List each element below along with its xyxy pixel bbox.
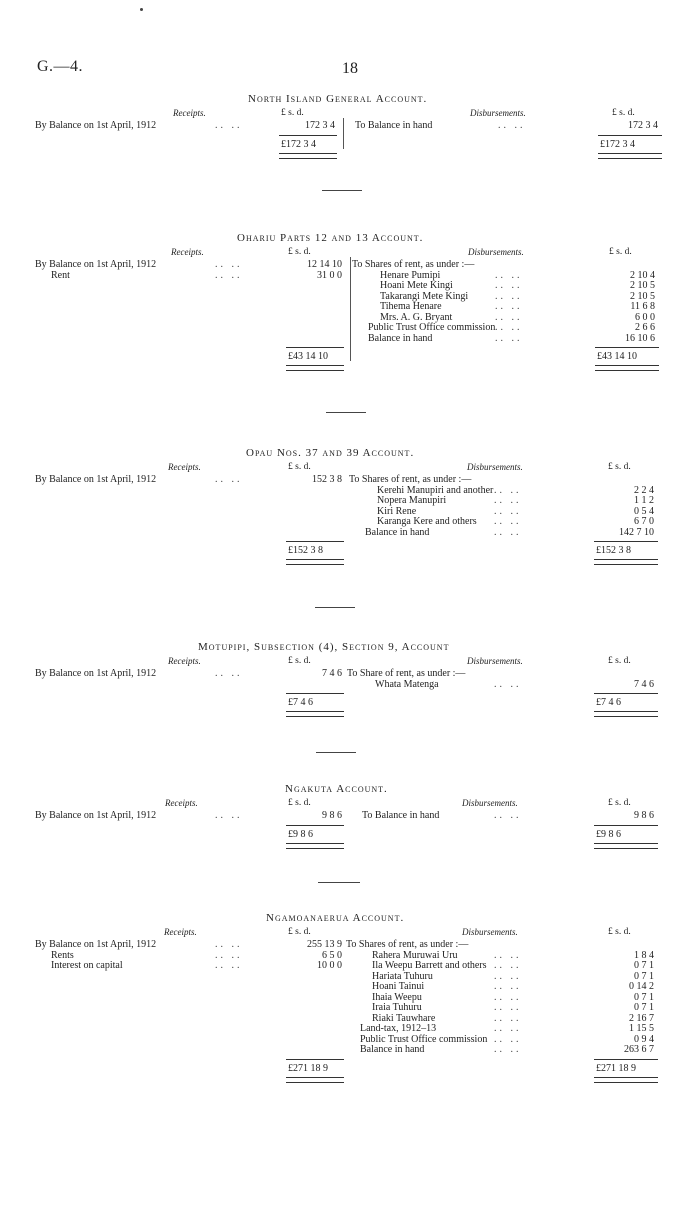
- section-title: Ohariu Parts 12 and 13 Account.: [237, 232, 424, 244]
- disbursements-total: £43 14 10: [597, 351, 637, 362]
- disbursement-line: Whata Matenga: [375, 678, 439, 690]
- disbursement-line: Hariata Tuhuru: [372, 970, 433, 982]
- total-double-rule: [286, 711, 344, 717]
- receipts-total: £152 3 8: [288, 545, 323, 556]
- leader-dots: .. ..: [215, 810, 243, 821]
- sum-rule: [286, 1059, 344, 1060]
- disbursement-line: To Shares of rent, as under :—: [352, 259, 475, 270]
- receipt-amount: 31 0 0: [317, 269, 342, 281]
- sum-rule: [595, 347, 659, 348]
- receipts-label: Receipts.: [165, 798, 198, 808]
- leader-dots: .. ..: [494, 1033, 522, 1045]
- receipt-line: By Balance on 1st April, 1912: [35, 474, 157, 485]
- disbursement-amount: 0 7 1: [634, 960, 654, 971]
- disbursement-line: Henare Pumipi: [380, 269, 441, 281]
- disbursement-amount: 7 4 6: [634, 678, 654, 690]
- disbursements-label: Disbursements.: [467, 656, 523, 666]
- sum-rule: [279, 135, 337, 136]
- sum-rule: [598, 135, 662, 136]
- sum-rule: [286, 693, 344, 694]
- leader-dots: .. ..: [215, 949, 243, 961]
- receipt-line: By Balance on 1st April, 1912: [35, 120, 157, 131]
- receipt-amount: 9 8 6: [322, 810, 342, 821]
- receipts-total: £271 18 9: [288, 1062, 328, 1074]
- sum-rule: [286, 541, 344, 542]
- disbursement-line: Tihema Henare: [380, 301, 442, 312]
- receipts-money-header: £ s. d.: [288, 247, 311, 257]
- receipts-label: Receipts.: [164, 927, 197, 937]
- disbursements-money-header: £ s. d.: [608, 798, 631, 808]
- section-title: Ngakuta Account.: [285, 783, 388, 795]
- disbursements-total: £172 3 4: [600, 138, 635, 150]
- disbursements-label: Disbursements.: [470, 108, 526, 118]
- column-divider: [350, 257, 351, 361]
- disbursement-amount: 0 9 4: [634, 1033, 654, 1045]
- disbursements-money-header: £ s. d.: [608, 656, 631, 666]
- leader-dots: .. ..: [494, 484, 522, 496]
- disbursement-line: Rahera Muruwai Uru: [372, 949, 458, 961]
- receipt-amount: 152 3 8: [312, 474, 342, 485]
- disbursement-line: Balance in hand: [368, 332, 433, 344]
- disbursement-line: Nopera Manupiri: [377, 495, 447, 506]
- leader-dots: .. ..: [215, 960, 243, 971]
- section-separator: [326, 412, 366, 413]
- disbursement-line: Mrs. A. G. Bryant: [380, 311, 453, 323]
- disbursement-line: Hoani Mete Kingi: [380, 280, 453, 291]
- receipt-amount: 7 4 6: [322, 668, 342, 679]
- receipts-total: £9 8 6: [288, 828, 313, 840]
- disbursement-amount: 142 7 10: [619, 526, 654, 538]
- leader-dots: .. ..: [494, 949, 522, 961]
- total-double-rule: [286, 365, 344, 371]
- receipts-money-header: £ s. d.: [288, 462, 311, 472]
- leader-dots: .. ..: [494, 526, 522, 538]
- disbursement-line: Takarangi Mete Kingi: [380, 290, 469, 302]
- disbursement-amount: 0 14 2: [629, 981, 654, 992]
- section-separator: [318, 882, 360, 883]
- disbursement-line: Karanga Kere and others: [377, 516, 477, 527]
- disbursement-amount: 2 2 4: [634, 484, 654, 496]
- leader-dots: .. ..: [494, 505, 522, 517]
- receipt-line: By Balance on 1st April, 1912: [35, 810, 157, 821]
- disbursement-amount: 0 5 4: [634, 505, 654, 517]
- disbursement-amount: 11 6 8: [630, 301, 655, 312]
- receipts-money-header: £ s. d.: [288, 656, 311, 666]
- disbursement-line: Balance in hand: [360, 1044, 425, 1055]
- disbursement-amount: 0 7 1: [634, 1002, 654, 1013]
- disbursement-amount: 2 10 5: [630, 290, 655, 302]
- leader-dots: .. ..: [495, 290, 523, 302]
- page-number: 18: [342, 60, 358, 77]
- sum-rule: [594, 1059, 658, 1060]
- leader-dots: .. ..: [494, 495, 522, 506]
- sum-rule: [594, 693, 658, 694]
- leader-dots: .. ..: [494, 1044, 522, 1055]
- total-double-rule: [594, 559, 658, 565]
- total-double-rule: [595, 365, 659, 371]
- disbursement-amount: 2 16 7: [629, 1012, 654, 1024]
- receipts-total: £43 14 10: [288, 351, 328, 362]
- disbursements-money-header: £ s. d.: [612, 108, 635, 118]
- receipt-amount: 6 5 0: [322, 949, 342, 961]
- total-double-rule: [598, 153, 662, 159]
- disbursements-label: Disbursements.: [462, 798, 518, 808]
- disbursement-amount: 0 7 1: [634, 970, 654, 982]
- disbursement-line: To Balance in hand: [362, 810, 440, 821]
- disbursement-amount: 6 0 0: [635, 311, 655, 323]
- sum-rule: [594, 825, 658, 826]
- disbursement-line: Kiri Rene: [377, 505, 417, 517]
- receipts-label: Receipts.: [168, 462, 201, 472]
- leader-dots: .. ..: [215, 120, 243, 131]
- section-separator: [315, 607, 355, 608]
- column-divider: [343, 118, 344, 149]
- disbursement-line: To Balance in hand: [355, 120, 433, 131]
- disbursement-line: Public Trust Office commission: [360, 1033, 488, 1045]
- section-title: Opau Nos. 37 and 39 Account.: [246, 447, 415, 459]
- receipt-line: Rents: [51, 949, 74, 961]
- leader-dots: .. ..: [494, 1012, 522, 1024]
- leader-dots: .. ..: [215, 474, 243, 485]
- leader-dots: .. ..: [215, 668, 243, 679]
- leader-dots: .. ..: [494, 678, 522, 690]
- sum-rule: [286, 825, 344, 826]
- receipts-total: £7 4 6: [288, 697, 313, 708]
- leader-dots: .. ..: [215, 259, 243, 270]
- section-title: Ngamoanaerua Account.: [266, 912, 405, 924]
- disbursements-total: £9 8 6: [596, 828, 621, 840]
- disbursements-money-header: £ s. d.: [608, 927, 631, 937]
- receipts-label: Receipts.: [173, 108, 206, 118]
- leader-dots: .. ..: [495, 301, 523, 312]
- receipt-amount: 10 0 0: [317, 960, 342, 971]
- leader-dots: .. ..: [494, 970, 522, 982]
- total-double-rule: [286, 559, 344, 565]
- sum-rule: [286, 347, 344, 348]
- leader-dots: .. ..: [494, 981, 522, 992]
- leader-dots: .. ..: [494, 1023, 522, 1034]
- receipts-money-header: £ s. d.: [288, 798, 311, 808]
- disbursement-amount: 263 6 7: [624, 1044, 654, 1055]
- section-title: Motupipi, Subsection (4), Section 9, Account: [198, 641, 450, 653]
- receipts-label: Receipts.: [168, 656, 201, 666]
- disbursement-amount: 16 10 6: [625, 332, 655, 344]
- disbursement-line: Ihaia Weepu: [372, 991, 422, 1003]
- disbursements-label: Disbursements.: [462, 927, 518, 937]
- leader-dots: .. ..: [495, 280, 523, 291]
- leader-dots: .. ..: [495, 311, 523, 323]
- disbursement-line: Land-tax, 1912–13: [360, 1023, 437, 1034]
- receipt-amount: 12 14 10: [307, 259, 342, 270]
- disbursements-label: Disbursements.: [468, 247, 524, 257]
- disbursements-money-header: £ s. d.: [608, 462, 631, 472]
- sum-rule: [594, 541, 658, 542]
- disbursement-amount: 6 7 0: [634, 516, 654, 527]
- leader-dots: .. ..: [494, 991, 522, 1003]
- receipt-amount: 255 13 9: [307, 939, 342, 950]
- disbursement-line: Riaki Tauwhare: [372, 1012, 436, 1024]
- disbursement-line: Kerehi Manupiri and another: [377, 484, 494, 496]
- leader-dots: .. ..: [215, 269, 243, 281]
- leader-dots: .. ..: [494, 960, 522, 971]
- disbursements-total: £152 3 8: [596, 545, 631, 556]
- speck: [140, 8, 143, 11]
- disbursement-amount: 9 8 6: [634, 810, 654, 821]
- total-double-rule: [594, 843, 658, 849]
- disbursements-total: £271 18 9: [596, 1062, 636, 1074]
- disbursement-amount: 1 8 4: [634, 949, 654, 961]
- receipt-line: Interest on capital: [51, 960, 123, 971]
- leader-dots: .. ..: [495, 322, 523, 333]
- disbursement-line: Public Trust Office commission: [368, 322, 496, 333]
- disbursement-amount: 2 6 6: [635, 322, 655, 333]
- disbursement-amount: 2 10 4: [630, 269, 655, 281]
- disbursement-line: To Shares of rent, as under :—: [349, 474, 472, 485]
- section-separator: [316, 752, 356, 753]
- disbursement-line: Balance in hand: [365, 526, 430, 538]
- disbursements-total: £7 4 6: [596, 697, 621, 708]
- disbursements-money-header: £ s. d.: [609, 247, 632, 257]
- disbursement-amount: 172 3 4: [628, 120, 658, 131]
- receipts-total: £172 3 4: [281, 138, 316, 150]
- receipt-line: By Balance on 1st April, 1912: [35, 668, 157, 679]
- receipt-line: Rent: [51, 269, 70, 281]
- section-title: North Island General Account.: [248, 93, 428, 105]
- disbursement-amount: 1 15 5: [629, 1023, 654, 1034]
- leader-dots: .. ..: [498, 120, 526, 131]
- disbursement-line: Iraia Tuhuru: [372, 1002, 422, 1013]
- section-separator: [322, 190, 362, 191]
- leader-dots: .. ..: [495, 332, 523, 344]
- disbursement-line: To Share of rent, as under :—: [347, 668, 466, 679]
- receipt-line: By Balance on 1st April, 1912: [35, 939, 157, 950]
- receipts-money-header: £ s. d.: [281, 108, 304, 118]
- page-reference: G.—4.: [37, 58, 84, 75]
- disbursement-line: To Shares of rent, as under :—: [346, 939, 469, 950]
- total-double-rule: [286, 1077, 344, 1083]
- receipts-money-header: £ s. d.: [288, 927, 311, 937]
- leader-dots: .. ..: [495, 269, 523, 281]
- disbursement-amount: 2 10 5: [630, 280, 655, 291]
- leader-dots: .. ..: [494, 1002, 522, 1013]
- disbursement-line: Ila Weepu Barrett and others: [372, 960, 487, 971]
- total-double-rule: [594, 711, 658, 717]
- disbursement-line: Hoani Tainui: [372, 981, 425, 992]
- total-double-rule: [279, 153, 337, 159]
- receipt-line: By Balance on 1st April, 1912: [35, 259, 157, 270]
- total-double-rule: [594, 1077, 658, 1083]
- receipt-amount: 172 3 4: [305, 120, 335, 131]
- leader-dots: .. ..: [494, 810, 522, 821]
- leader-dots: .. ..: [215, 939, 243, 950]
- total-double-rule: [286, 843, 344, 849]
- disbursement-amount: 1 1 2: [634, 495, 654, 506]
- leader-dots: .. ..: [494, 516, 522, 527]
- receipts-label: Receipts.: [171, 247, 204, 257]
- disbursements-label: Disbursements.: [467, 462, 523, 472]
- disbursement-amount: 0 7 1: [634, 991, 654, 1003]
